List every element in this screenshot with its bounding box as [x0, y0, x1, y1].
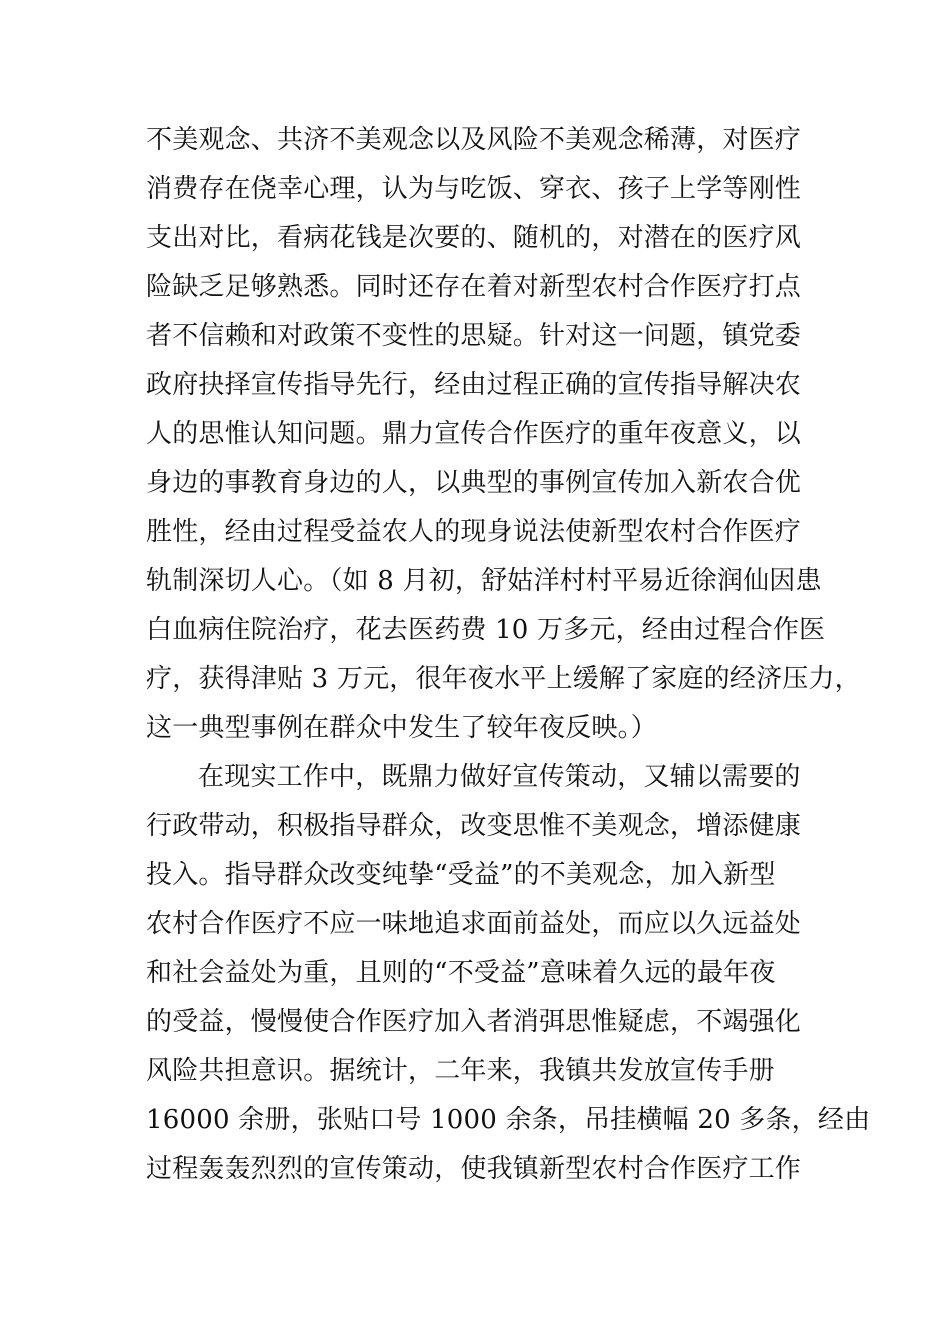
- text-line: 风险共担意识。据统计，二年来，我镇共发放宣传手册: [146, 1056, 775, 1086]
- text-line: 过程轰轰烈烈的宣传策动，使我镇新型农村合作医疗工作: [146, 1154, 802, 1184]
- text-line: 消费存在侥幸心理，认为与吃饭、穿衣、孩子上学等刚性: [146, 174, 802, 204]
- text-line: 险缺乏足够熟悉。同时还存在着对新型农村合作医疗打点: [146, 272, 802, 302]
- paragraph-first-line: 在现实工作中，既鼎力做好宣传策动，又辅以需要的: [198, 762, 801, 792]
- text-line: 胜性，经由过程受益农人的现身说法使新型农村合作医疗: [146, 517, 802, 547]
- text-line: 和社会益处为重，且则的“不受益”意味着久远的最年夜: [146, 958, 776, 988]
- text-line: 行政带动，积极指导群众，改变思惟不美观念，增添健康: [146, 811, 802, 841]
- text-line: 白血病住院治疗，花去医药费 10 万多元，经由过程合作医: [146, 615, 826, 645]
- text-line: 政府抉择宣传指导先行，经由过程正确的宣传指导解决农: [146, 370, 802, 400]
- text-line: 16000 余册，张贴口号 1000 余条，吊挂横幅 20 多条，经由: [146, 1105, 871, 1135]
- text-line: 疗，获得津贴 3 万元，很年夜水平上缓解了家庭的经济压力，: [146, 664, 861, 694]
- text-line: 身边的事教育身边的人，以典型的事例宣传加入新农合优: [146, 468, 802, 498]
- text-line: 投入。指导群众改变纯挚“受益”的不美观念，加入新型: [146, 860, 776, 890]
- text-line: 的受益，慢慢使合作医疗加入者消弭思惟疑虑，不竭强化: [146, 1007, 802, 1037]
- text-line: 轨制深切人心。（如 8 月初，舒姑洋村村平易近徐润仙因患: [146, 566, 822, 596]
- text-line: 农村合作医疗不应一味地追求面前益处，而应以久远益处: [146, 909, 802, 939]
- text-line: 支出对比，看病花钱是次要的、随机的，对潜在的医疗风: [146, 223, 802, 253]
- text-line: 不美观念、共济不美观念以及风险不美观念稀薄，对医疗: [146, 125, 802, 155]
- text-line: 这一典型事例在群众中发生了较年夜反映。）: [146, 713, 658, 743]
- text-line: 者不信赖和对政策不变性的思疑。针对这一问题，镇党委: [146, 321, 802, 351]
- text-line: 人的思惟认知问题。鼎力宣传合作医疗的重年夜意义，以: [146, 419, 802, 449]
